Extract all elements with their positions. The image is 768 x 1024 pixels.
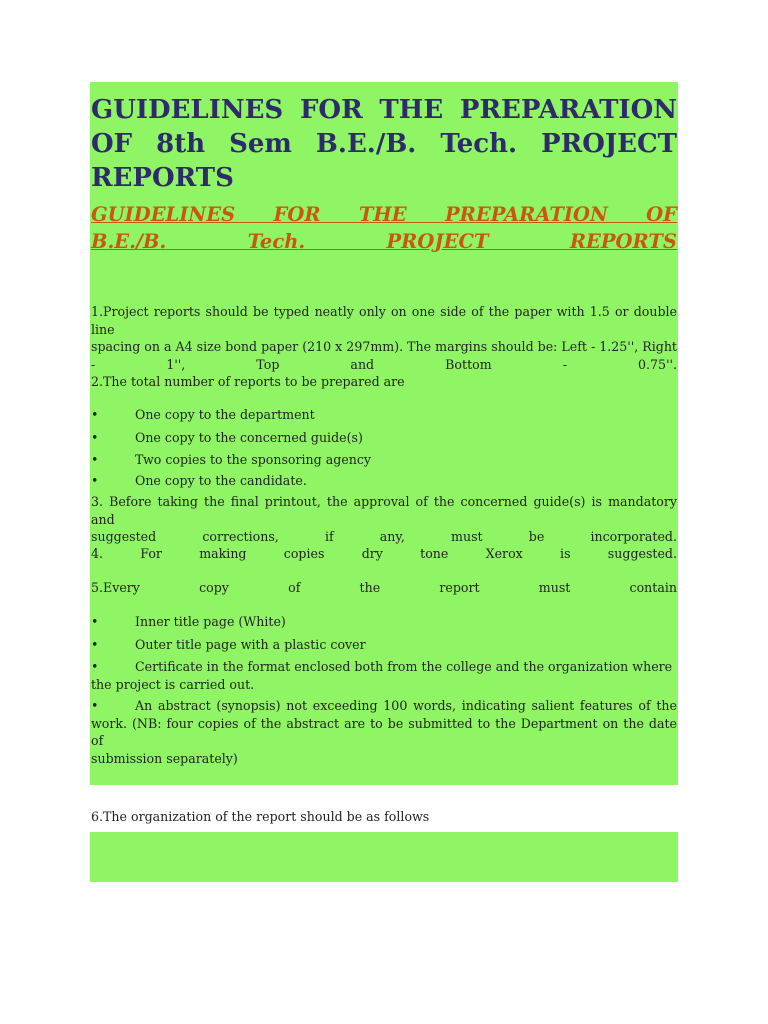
list-item-text-line-3: submission separately)	[91, 750, 238, 766]
bottom-content-block	[90, 832, 678, 882]
title-line-2: OF 8th Sem B.E./B. Tech. PROJECT	[91, 129, 677, 159]
list-item	[91, 472, 677, 490]
paragraph-5	[91, 579, 677, 597]
document-subtitle	[91, 201, 677, 255]
bullet-icon: •	[91, 698, 99, 713]
list-item-text: Outer title page with a plastic cover	[135, 637, 366, 652]
list-item-text: One copy to the department	[135, 407, 315, 422]
paragraph-1-line-2: spacing on a A4 size bond paper (210 x 297mm). The margins should be: Left - 1.25'', Right	[91, 339, 677, 354]
paragraph-2	[91, 373, 677, 391]
list-item-text-line-1: An abstract (synopsis) not exceeding 100 words, indicating salient features of the	[135, 698, 677, 713]
list-item-text-line-2: the project is carried out.	[91, 676, 255, 692]
subtitle-line-2: B.E./B. Tech. PROJECT REPORTS	[91, 230, 677, 253]
bullet-icon: •	[91, 407, 99, 422]
bullet-icon: •	[91, 473, 99, 488]
paragraph-3-line-2: suggested corrections, if any, must be incorporated.	[91, 529, 677, 544]
list-item	[91, 429, 677, 447]
bullet-icon: •	[91, 452, 99, 467]
paragraph-3-line-1: 3. Before taking the final printout, the approval of the concerned guide(s) is mandatory and	[91, 494, 677, 527]
bullet-icon: •	[91, 430, 99, 445]
paragraph-1	[91, 303, 677, 373]
list-item	[91, 697, 677, 767]
list-item-text: Inner title page (White)	[135, 614, 286, 629]
bullet-icon: •	[91, 659, 99, 674]
list-item-text-line-2: work. (NB: four copies of the abstract are to be submitted to the Department on the date of	[91, 715, 677, 748]
list-item	[91, 636, 677, 654]
list-item	[91, 658, 677, 693]
paragraph-6	[91, 808, 429, 826]
list-item	[91, 406, 677, 424]
paragraph-1-line-3: - 1'', Top and Bottom - 0.75''.	[91, 356, 677, 372]
paragraph-4	[91, 545, 677, 563]
list-item	[91, 613, 677, 631]
title-line-1: GUIDELINES FOR THE PREPARATION	[91, 95, 677, 125]
bullet-icon: •	[91, 614, 99, 629]
paragraph-5-text: 5.Every copy of the report must contain	[91, 580, 677, 595]
list-item-text: One copy to the candidate.	[135, 473, 307, 488]
title-line-3: REPORTS	[91, 163, 234, 193]
list-item-text: One copy to the concerned guide(s)	[135, 430, 363, 445]
paragraph-2-text: 2.The total number of reports to be prepared are	[91, 374, 405, 389]
subtitle-line-1: GUIDELINES FOR THE PREPARATION OF	[91, 203, 677, 226]
paragraph-1-line-1: 1.Project reports should be typed neatly only on one side of the paper with 1.5 or double line	[91, 304, 677, 337]
paragraph-4-text: 4. For making copies dry tone Xerox is suggested.	[91, 546, 677, 561]
list-item-text-line-1: Certificate in the format enclosed both from the college and the organization where	[135, 659, 673, 674]
list-item	[91, 451, 677, 469]
list-item-text: Two copies to the sponsoring agency	[135, 452, 372, 467]
document-title	[91, 93, 677, 195]
bullet-icon: •	[91, 637, 99, 652]
paragraph-6-text: 6.The organization of the report should be as follows	[91, 809, 430, 824]
paragraph-3	[91, 493, 677, 546]
